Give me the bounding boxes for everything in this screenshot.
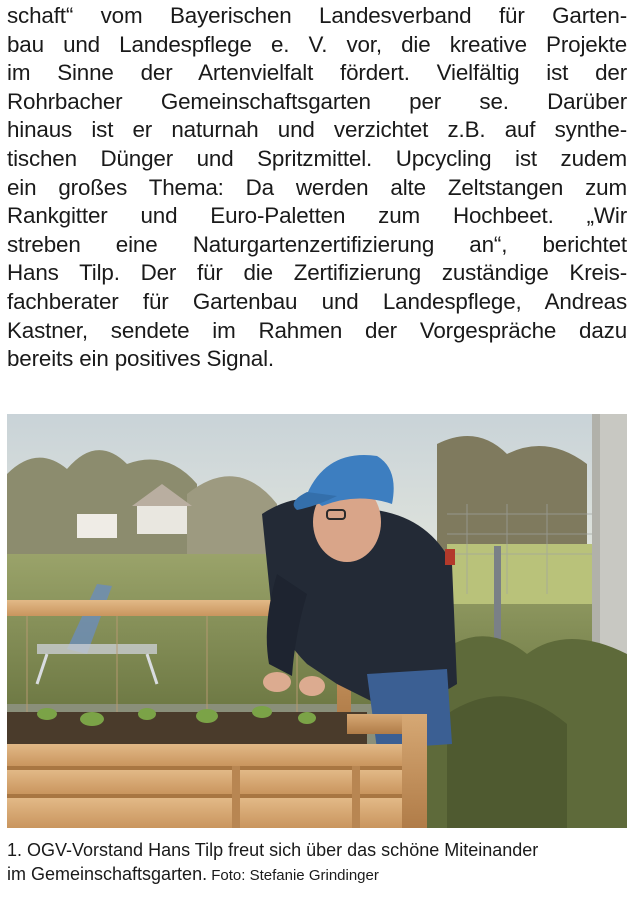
article-line: bau und Landespflege e. V. vor, die kreative Projekte xyxy=(7,31,627,57)
article-line: schaft“ vom Bayerischen Landesverband für Garten- xyxy=(7,3,627,28)
article-photo xyxy=(7,414,627,828)
caption-text: im Gemeinschaftsgarten. xyxy=(7,864,208,884)
article-line: streben eine Naturgartenzertifizierung an“, berichtet xyxy=(7,231,627,257)
article-line: tischen Dünger und Spritzmittel. Upcycling ist zudem xyxy=(7,145,627,171)
article-line: Kastner, sendete im Rahmen der Vorgespräche dazu xyxy=(7,317,627,343)
photo-caption xyxy=(7,838,631,888)
caption-line-2 xyxy=(7,862,631,888)
article-line: bereits ein positives Signal. xyxy=(7,346,274,372)
article-line: fachberater für Gartenbau und Landespflege, Andreas xyxy=(7,288,627,314)
photo-credit: Foto: Stefanie Grindinger xyxy=(207,867,379,884)
article-line: ein großes Thema: Da werden alte Zeltstangen zum xyxy=(7,174,627,200)
article-line: hinaus ist er naturnah und verzichtet z.B. auf synthe- xyxy=(7,117,627,143)
article-line: Rohrbacher Gemeinschaftsgarten per se. Darüber xyxy=(7,88,627,114)
article-line: Hans Tilp. Der für die Zertifizierung zuständige Kreis- xyxy=(7,260,627,286)
article-body xyxy=(7,2,627,374)
garden-photo-illustration xyxy=(7,414,627,828)
caption-line-1: 1. OGV-Vorstand Hans Tilp freut sich über das schöne Miteinander xyxy=(7,840,539,860)
article-line: im Sinne der Artenvielfalt fördert. Vielfältig ist der xyxy=(7,60,627,86)
article-line: Rankgitter und Euro-Paletten zum Hochbeet. „Wir xyxy=(7,203,627,229)
